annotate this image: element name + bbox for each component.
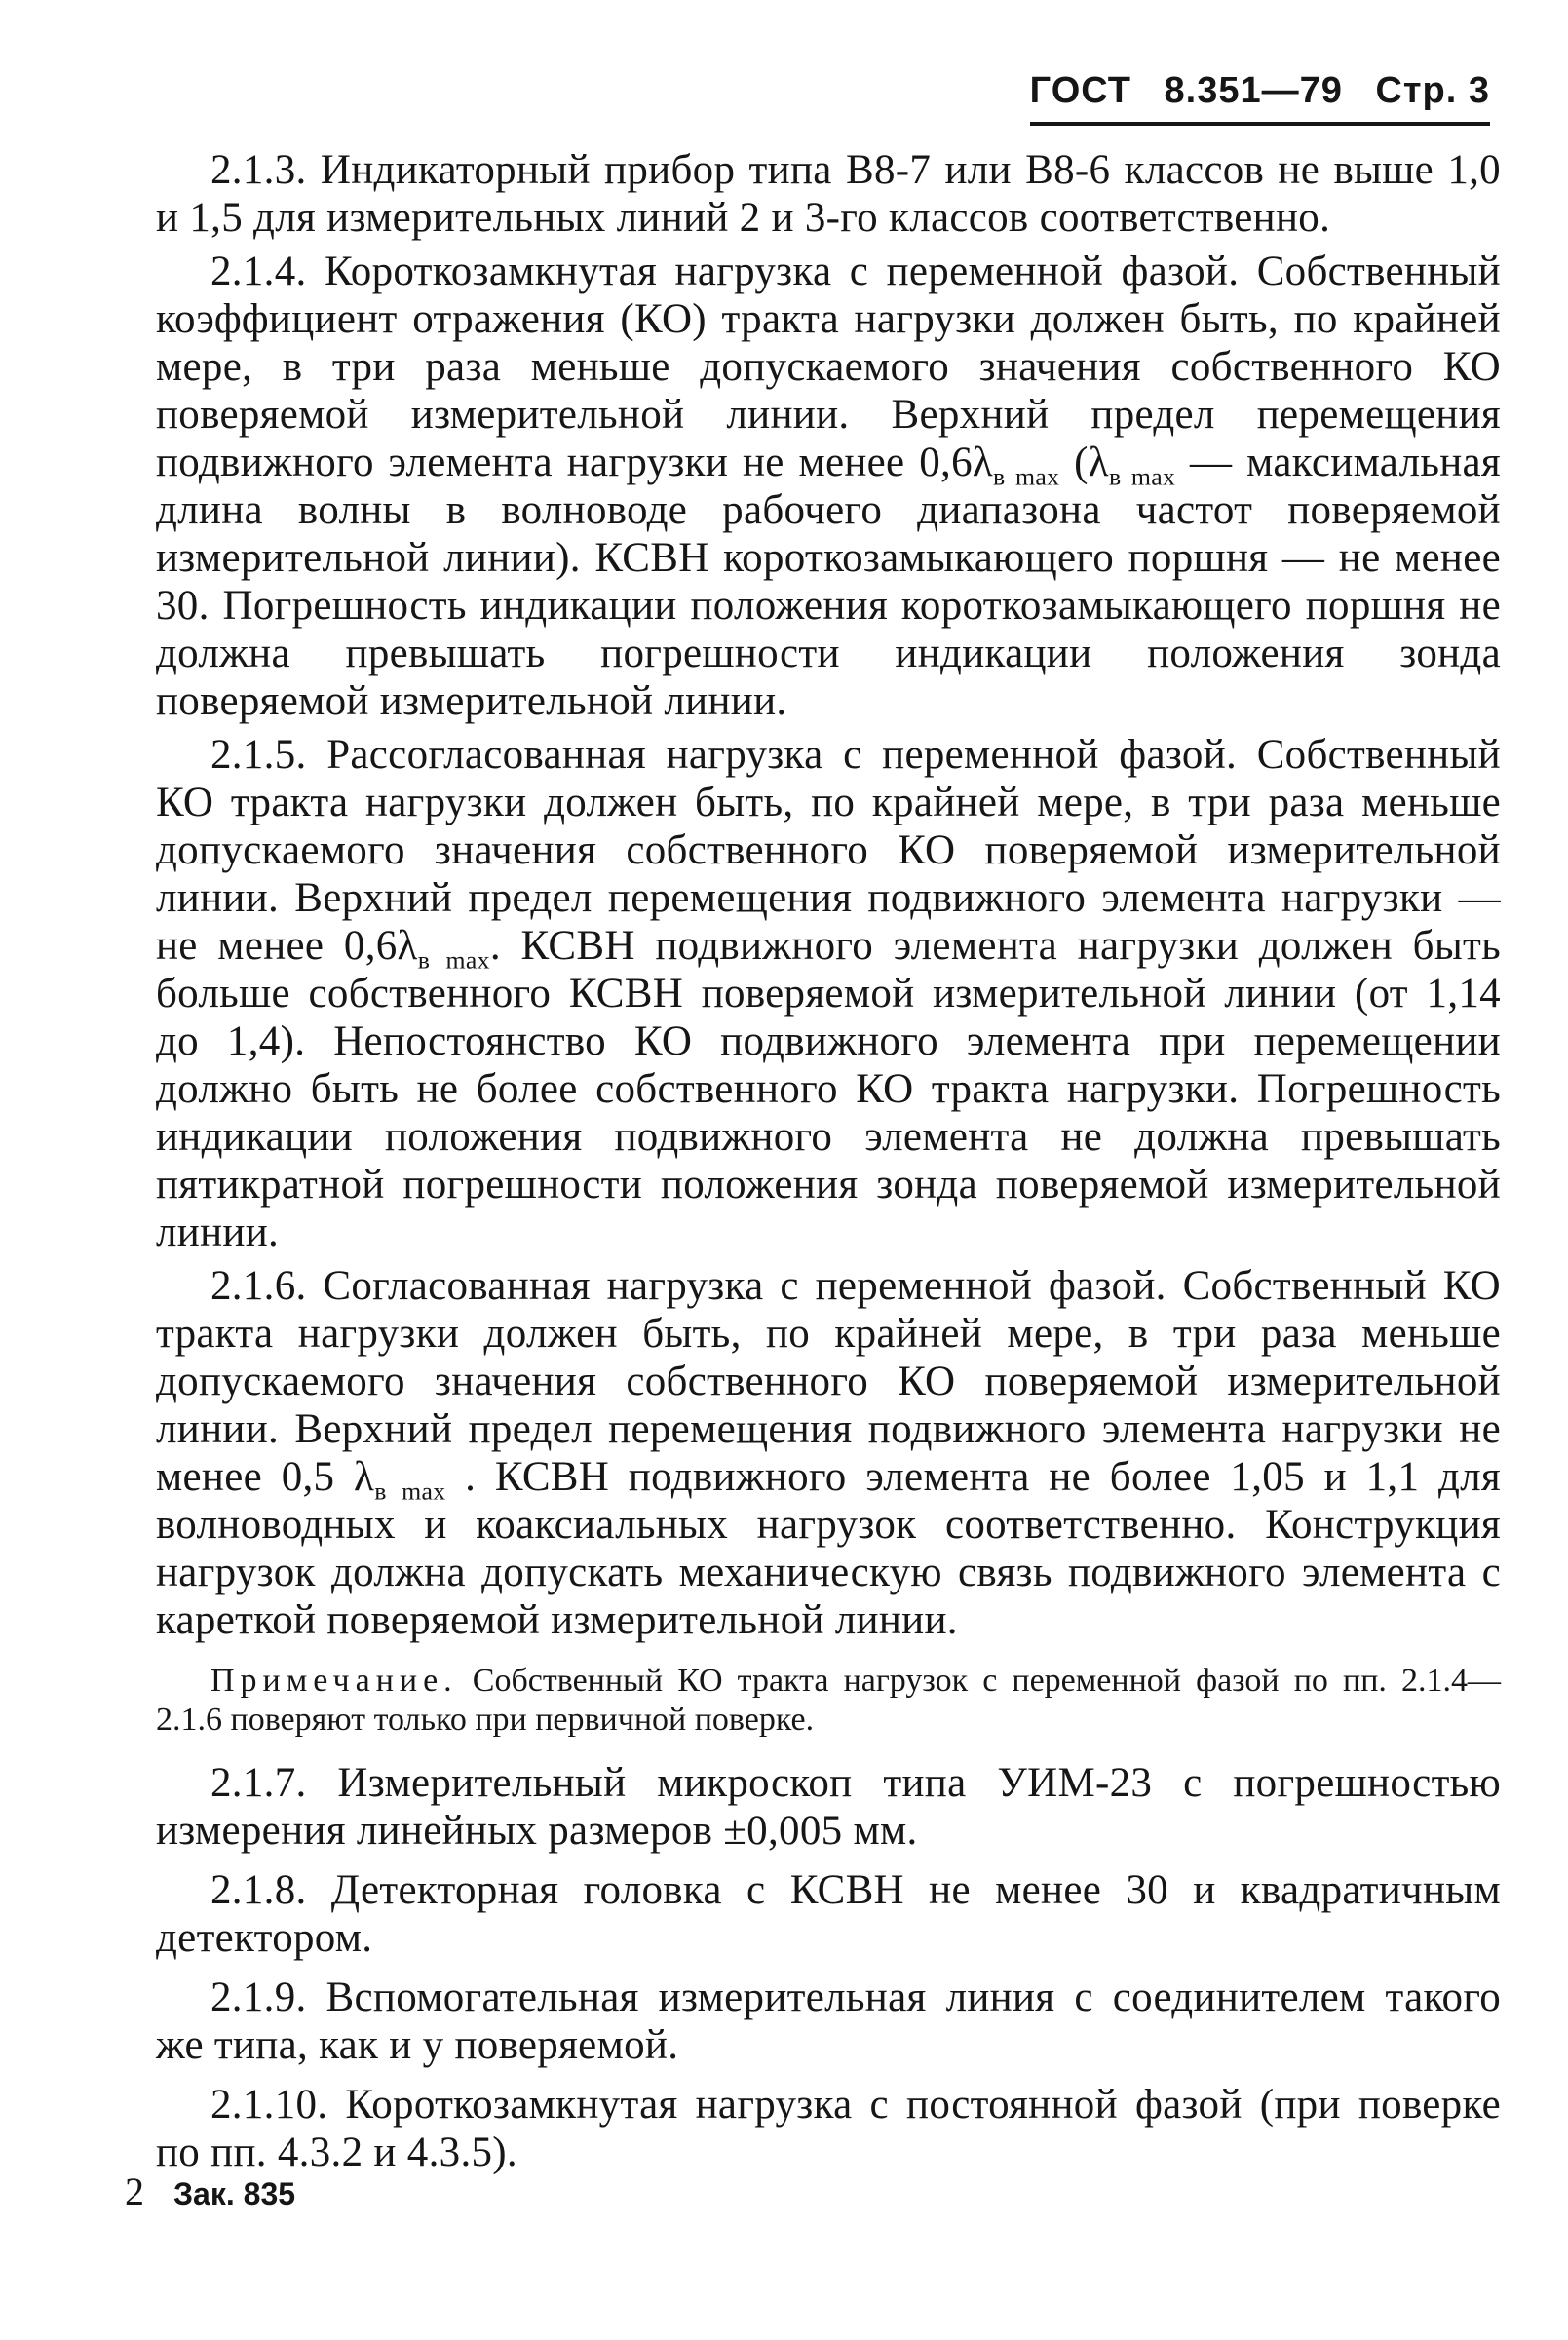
subscript-lambda: в max xyxy=(993,462,1060,491)
paragraph-text: 2.1.5. Рассогласованная нагрузка с переменной фазой. Собственный КО тракта нагрузки должен быть, по крайней мере, в три раза меньше допускаемого значения собственного КО поверяемой измерительной линии. Верхний предел перемещения подвижного элемента нагрузки — не менее 0,6λ xyxy=(156,732,1501,969)
paragraph-text: 2.1.8. Детекторная головка с КСВН не менее 30 и квадратичным детектором. xyxy=(156,1867,1501,1961)
paragraph-text: — максимальная длина волны в волноводе рабочего диапазона частот поверяемой измерительной линии). КСВН короткозамыкающего поршня — не менее 30. Погрешность индикации положения короткозамыкающего поршня не должна превышать погрешности индикации положения зонда поверяемой измерительной линии. xyxy=(156,440,1502,724)
page-footer xyxy=(125,2168,295,2214)
subscript-lambda: в max xyxy=(1108,462,1176,491)
paragraph-2-1-5 xyxy=(156,731,1501,1256)
paragraph-text: 2.1.6. Согласованная нагрузка с переменной фазой. Собственный КО тракта нагрузки должен быть, по крайней мере, в три раза меньше допускаемого значения собственного КО поверяемой измерительной линии. Верхний предел перемещения подвижного элемента нагрузки не менее 0,5 λ xyxy=(156,1263,1501,1500)
document-body xyxy=(156,146,1501,2182)
order-number: Зак. 835 xyxy=(173,2176,296,2211)
paragraph-text: . КСВН подвижного элемента нагрузки должен быть больше собственного КСВН поверяемой измерительной линии (от 1,14 до 1,4). Непостоянство КО подвижного элемента при перемещении должно быть не более собственного КО тракта нагрузки. Погрешность индикации положения подвижного элемента не должна превышать пятикратной погрешности положения зонда поверяемой измерительной линии. xyxy=(156,923,1502,1255)
subscript-lambda: в max xyxy=(417,945,490,975)
paragraph-2-1-7 xyxy=(156,1759,1501,1855)
paragraph-text: 2.1.3. Индикаторный прибор типа В8-7 или В8-6 классов не выше 1,0 и 1,5 для измерительных линий 2 и 3-го классов соответственно. xyxy=(156,147,1501,241)
paragraph-text: 2.1.4. Короткозамкнутая нагрузка с переменной фазой. Собственный коэффициент отражения (КО) тракта нагрузки должен быть, по крайней мере, в три раза меньше допускаемого значения собственного КО поверяемой измерительной линии. Верхний предел перемещения подвижного элемента нагрузки не менее 0,6λ xyxy=(156,249,1501,485)
paragraph-text: (λ xyxy=(1059,440,1109,485)
paragraph-text: 2.1.7. Измерительный микроскоп типа УИМ-23 с погрешностью измерения линейных размеров ±0,005 мм. xyxy=(156,1760,1501,1854)
paragraph-2-1-9 xyxy=(156,1974,1501,2069)
note xyxy=(156,1662,1501,1740)
paragraph-2-1-3 xyxy=(156,146,1501,242)
page-number: 2 xyxy=(125,2169,144,2213)
subscript-lambda: в max xyxy=(374,1477,446,1506)
paragraph-text: 2.1.9. Вспомогательная измерительная линия с соединителем такого же типа, как и у поверяемой. xyxy=(156,1975,1501,2068)
page-header xyxy=(1030,70,1490,126)
standard-number: 8.351—79 xyxy=(1164,70,1343,111)
paragraph-2-1-8 xyxy=(156,1866,1501,1962)
paragraph-text: 2.1.10. Короткозамкнутая нагрузка с постоянной фазой (при поверке по пп. 4.3.2 и 4.3.5). xyxy=(156,2082,1501,2175)
paragraph-text: . КСВН подвижного элемента не более 1,05 и 1,1 для волноводных и коаксиальных нагрузок соответственно. Конструкция нагрузок должна допускать механическую связь подвижного элемента с кареткой поверяемой измерительной линии. xyxy=(156,1454,1501,1643)
standard-label: ГОСТ xyxy=(1029,70,1131,111)
paragraph-2-1-6 xyxy=(156,1262,1501,1644)
note-text: Собственный КО тракта нагрузок с переменной фазой по пп. 2.1.4—2.1.6 поверяют только при первичной поверке. xyxy=(156,1663,1501,1738)
paragraph-2-1-10 xyxy=(156,2081,1501,2176)
page-label: Стр. 3 xyxy=(1375,70,1490,111)
paragraph-2-1-4 xyxy=(156,248,1501,725)
note-lead: Примечание. xyxy=(210,1663,458,1699)
